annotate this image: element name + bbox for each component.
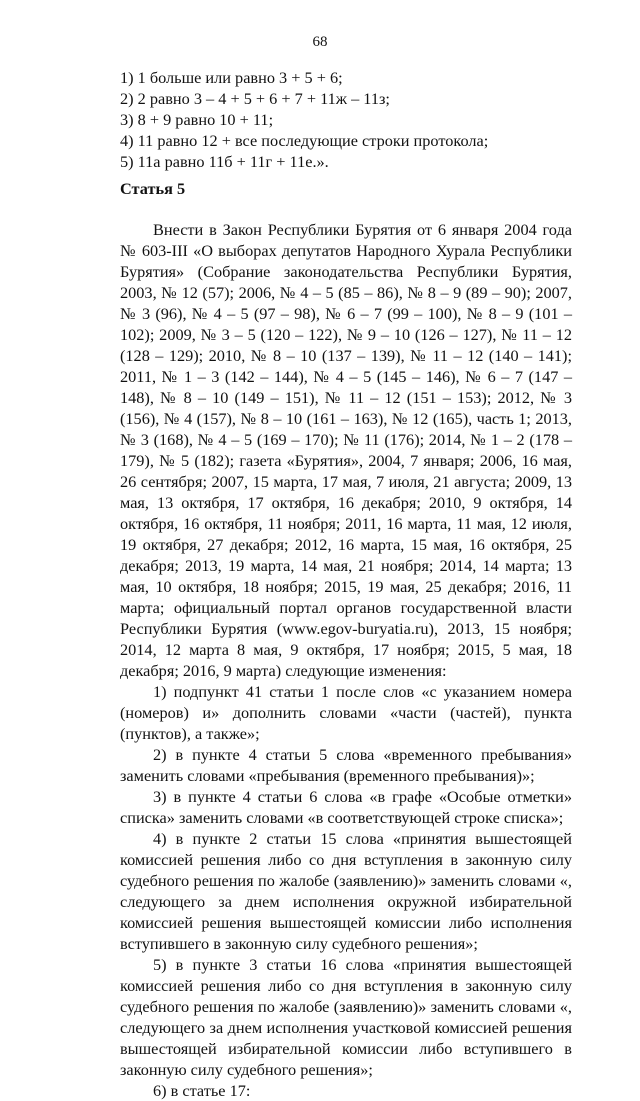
amendment-item: 5) в пункте 3 статьи 16 слова «принятия вышестоящей комиссией решения либо со дня вступления в законную силу судебного решения по жалобе (заявлению)» заменить словами «, следующего за днем исполнения участковой комиссией решения вышестоящей избирательной комиссии либо вступившего в законную силу судебного решения»; — [120, 955, 572, 1079]
list-item: 1) 1 больше или равно 3 + 5 + 6; — [120, 68, 343, 87]
list-item: 4) 11 равно 12 + все последующие строки протокола; — [120, 131, 489, 150]
amendment-item: 1) подпункт 41 статьи 1 после слов «с указанием номера (номеров) и» дополнить словами «части (частей), пункта (пунктов), а также»; — [120, 682, 572, 743]
amendment-item: 3) в пункте 4 статьи 6 слова «в графе «Особые отметки» списка» заменить словами «в соответствующей строке списка»; — [120, 787, 572, 827]
intro-paragraph: Внести в Закон Республики Бурятия от 6 января 2004 года № 603-III «О выборах депутатов Народного Хурала Республики Бурятия» (Собрание законодательства Республики Бурятия, 2003, № 12 (57); 2006, № 4 – 5 (85 – 86), № 8 – 9 (89 – 90); 2007, № 3 (96), № 4 – 5 (97 – 98), № 6 – 7 (99 – 100), № 8 – 9 (101 – 102); 2009, № 3 – 5 (120 – 122), № 9 – 10 (126 – 127), № 11 – 12 (128 – 129); 2010, № 8 – 10 (137 – 139), № 11 – 12 (140 – 141); 2011, № 1 – 3 (142 – 144), № 4 – 5 (145 – 146), № 6 – 7 (147 – 148), № 8 – 10 (149 – 151), № 11 – 12 (151 – 153); 2012, № 3 (156), № 4 (157), № 8 – 10 (161 – 163), № 12 (165), часть 1; 2013, № 3 (168), № 4 – 5 (169 – 170); № 11 (176); 2014, № 1 – 2 (178 – 179), № 5 (182); газета «Бурятия», 2004, 7 января; 2006, 16 мая, 26 сентября; 2007, 15 марта, 17 мая, 7 июля, 21 августа; 2009, 13 мая, 13 октября, 17 октября, 16 декабря; 2010, 9 октября, 14 октября, 16 октября, 11 ноября; 2011, 16 марта, 11 мая, 12 июля, 19 октября, 27 декабря; 2012, 16 марта, 15 мая, 16 октября, 25 декабря; 2013, 19 марта, 14 мая, 21 ноября; 2014, 14 марта; 13 мая, 10 октября, 18 ноября; 2015, 19 мая, 25 декабря; 2016, 11 марта; официальный портал органов государственной власти Республики Бурятия (www.egov-buryatia.ru), 2013, 15 ноября; 2014, 12 марта 8 мая, 9 октября, 17 ноября; 2015, 5 мая, 18 декабря; 2016, 9 марта) следующие изменения: — [120, 220, 572, 680]
page-number: 68 — [312, 34, 328, 50]
article-heading: Статья 5 — [120, 179, 186, 198]
article-body — [120, 219, 572, 1101]
amendment-item: 6) в статье 17: — [153, 1081, 251, 1100]
list-item: 3) 8 + 9 равно 10 + 11; — [120, 110, 274, 129]
amendment-item: 2) в пункте 4 статьи 5 слова «временного пребывания» заменить словами «пребывания (временного пребывания)»; — [120, 745, 572, 785]
list-item: 5) 11а равно 11б + 11г + 11е.». — [120, 152, 329, 171]
top-list — [120, 67, 572, 172]
amendment-item: 4) в пункте 2 статьи 15 слова «принятия вышестоящей комиссией решения либо со дня вступления в законную силу судебного решения по жалобе (заявлению)» заменить словами «, следующего за днем исполнения окружной избирательной комиссией решения вышестоящей комиссии либо исполнения вступившего в законную силу судебного решения»; — [120, 829, 572, 953]
list-item: 2) 2 равно 3 – 4 + 5 + 6 + 7 + 11ж – 11з; — [120, 89, 390, 108]
